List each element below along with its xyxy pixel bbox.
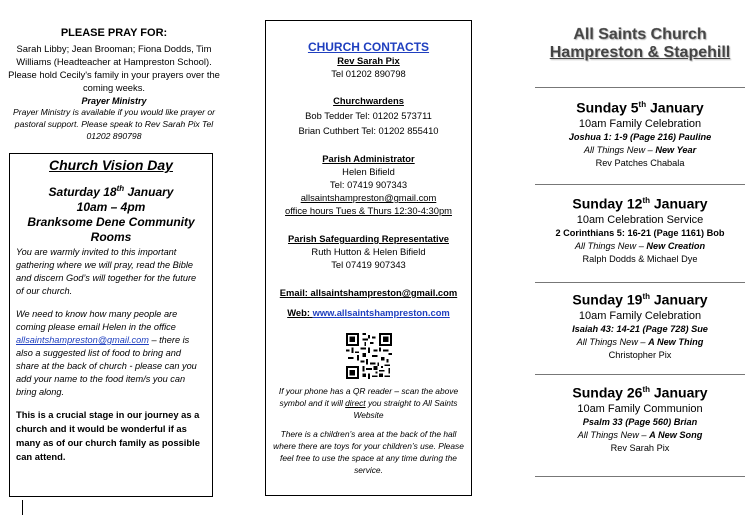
sunday-reading: Psalm 33 (Page 560) Brian — [582, 416, 698, 427]
church-name: All Saints Church — [573, 26, 707, 43]
sunday-theme-b: A New Thing — [648, 336, 704, 347]
sunday-entry — [535, 288, 745, 362]
sunday-day — [535, 192, 745, 213]
wardens-section — [272, 94, 465, 137]
qr-text — [272, 385, 465, 421]
sunday-preacher: Rev Patches Chabala — [595, 157, 685, 168]
vision-date-suffix: January — [124, 185, 174, 199]
sunday-theme-a: All Things New – — [583, 144, 656, 155]
vision-rsvp-text: We need to know how many people are coming please email Helen in the office — [16, 309, 178, 332]
sunday-service: 10am Celebration Service — [576, 213, 704, 226]
sunday-month: January — [650, 195, 708, 212]
divider — [535, 87, 745, 88]
warden-1: Bob Tedder Tel: 01202 573711 — [305, 110, 432, 121]
sunday-reading: 2 Corinthians 5: 16-21 (Page 1161) Bob — [555, 227, 725, 238]
sunday-theme — [535, 336, 745, 349]
safeguarding-names: Ruth Hutton & Helen Bifield — [311, 246, 426, 257]
email-line[interactable]: Email: allsaintshampreston@gmail.com — [279, 287, 458, 298]
divider — [535, 374, 745, 375]
church-place — [535, 44, 745, 62]
wardens-heading: Churchwardens — [333, 95, 404, 106]
vicar-name: Rev Sarah Pix — [337, 55, 400, 66]
sunday-day-sup: th — [642, 196, 650, 205]
sunday-day-sup: th — [642, 292, 650, 301]
vicar-section — [272, 54, 465, 80]
prayer-column — [8, 0, 220, 142]
divider — [535, 282, 745, 283]
sunday-theme — [535, 240, 745, 253]
sunday-theme-a: All Things New – — [577, 429, 650, 440]
sunday-service: 10am Family Communion — [577, 402, 703, 415]
sunday-service: 10am Family Celebration — [578, 309, 702, 322]
sunday-theme-b: A New Song — [649, 429, 703, 440]
sunday-day-sup: th — [638, 100, 647, 109]
safeguarding-heading: Parish Safeguarding Representative — [288, 233, 449, 244]
contacts-title: CHURCH CONTACTS — [307, 40, 430, 54]
vision-paragraph-rsvp — [16, 308, 206, 399]
vicar-tel: Tel 01202 890798 — [331, 68, 406, 79]
sunday-entry — [535, 96, 745, 170]
divider — [535, 476, 745, 477]
church-place-text: Hampreston & Stapehill — [549, 44, 731, 61]
sunday-theme-a: All Things New – — [576, 336, 649, 347]
contacts-box — [265, 20, 472, 496]
sunday-preacher: Christopher Pix — [608, 349, 672, 360]
sunday-day-sup: th — [642, 385, 650, 394]
sunday-day-text: Sunday 19 — [572, 291, 643, 308]
vision-paragraph-invite: You are warmly invited to this important gathering where we will pray, read the Bible and discern God’s will together for the future of our church. — [16, 247, 197, 296]
web-label: Web: — [287, 307, 313, 318]
sunday-month: January — [650, 291, 708, 308]
admin-heading: Parish Administrator — [322, 153, 415, 164]
sunday-reading: Isaiah 43: 14-21 (Page 728) Sue — [572, 323, 708, 334]
warden-2: Brian Cuthbert Tel: 01202 855410 — [298, 125, 439, 136]
sunday-reading: Joshua 1: 1-9 (Page 216) Pauline — [568, 131, 712, 142]
prayer-ministry-text: Prayer Ministry is available if you would like prayer or pastoral support. Please speak to Rev Sarah Pix Tel 01202 890798 — [12, 107, 216, 141]
sunday-day-text: Sunday 12 — [572, 195, 643, 212]
vision-rsvp-text-2: – there is also a suggested list of food to bring and share at the back of church - please can you add your name to the food item/s you can bring along. — [16, 335, 197, 397]
vision-date-prefix: Saturday 18 — [48, 185, 117, 199]
services-column — [535, 0, 745, 62]
qr-code-icon[interactable] — [346, 333, 392, 379]
admin-name: Helen Bifield — [342, 166, 395, 177]
prayer-ministry-heading: Prayer Ministry — [81, 96, 147, 106]
sunday-month: January — [650, 384, 708, 401]
vision-venue: Branksome Dene Community Rooms — [27, 215, 195, 244]
sunday-theme-a: All Things New – — [574, 240, 647, 251]
sunday-theme — [535, 144, 745, 157]
sunday-service: 10am Family Celebration — [578, 117, 702, 130]
vision-time: 10am – 4pm — [76, 200, 146, 214]
sunday-entry — [535, 192, 745, 266]
sunday-day — [535, 96, 745, 117]
admin-email[interactable]: allsaintshampreston@gmail.com — [300, 192, 437, 203]
sunday-theme-b: New Year — [655, 144, 697, 155]
vision-paragraph-closing: This is a crucial stage in our journey as a church and it would be wonderful if as many as of our church family as possible can attend. — [16, 409, 200, 462]
web-line — [272, 306, 465, 319]
sunday-entry — [535, 381, 745, 455]
vision-day-box — [9, 153, 213, 497]
sunday-theme — [535, 429, 745, 442]
vision-date-sup: th — [116, 184, 125, 193]
qr-text-b: you straight to All Saints Website — [353, 398, 458, 420]
vision-title: Church Vision Day — [49, 157, 173, 173]
qr-text-direct: direct — [345, 398, 366, 408]
qr-text-a: If your phone has a QR reader – scan the above symbol and it will — [278, 386, 459, 408]
childrens-area-text: There is a children’s area at the back of the hall where there are toys for your children’s use. Please feel free to use the space at any time during the service. — [273, 429, 464, 475]
sunday-month: January — [646, 99, 704, 116]
sunday-day-text: Sunday 5 — [576, 99, 639, 116]
sunday-day — [535, 288, 745, 309]
sunday-day-text: Sunday 26 — [572, 384, 643, 401]
admin-section — [272, 152, 465, 217]
sunday-preacher: Ralph Dodds & Michael Dye — [582, 253, 698, 264]
sunday-day — [535, 381, 745, 402]
sunday-theme-b: New Creation — [646, 240, 706, 251]
text-cursor — [22, 500, 23, 515]
sunday-preacher: Rev Sarah Pix — [610, 442, 670, 453]
admin-tel: Tel: 07419 907343 — [329, 179, 408, 190]
admin-hours: office hours Tues & Thurs 12:30-4:30pm — [285, 205, 452, 216]
web-link[interactable]: www.allsaintshampreston.com — [312, 307, 450, 318]
pray-text: Sarah Libby; Jean Brooman; Fiona Dodds, Tim Williams (Headteacher at Hampreston School). Please hold Cecily's family in your prayers over the coming weeks. — [8, 43, 220, 93]
pray-heading: PLEASE PRAY FOR: — [60, 27, 168, 39]
vision-email-link[interactable]: allsaintshampreston@gmail.com — [16, 335, 149, 345]
safeguarding-section — [272, 232, 465, 271]
divider — [535, 184, 745, 185]
vision-date — [16, 181, 206, 200]
safeguarding-tel: Tel 07419 907343 — [331, 259, 406, 270]
